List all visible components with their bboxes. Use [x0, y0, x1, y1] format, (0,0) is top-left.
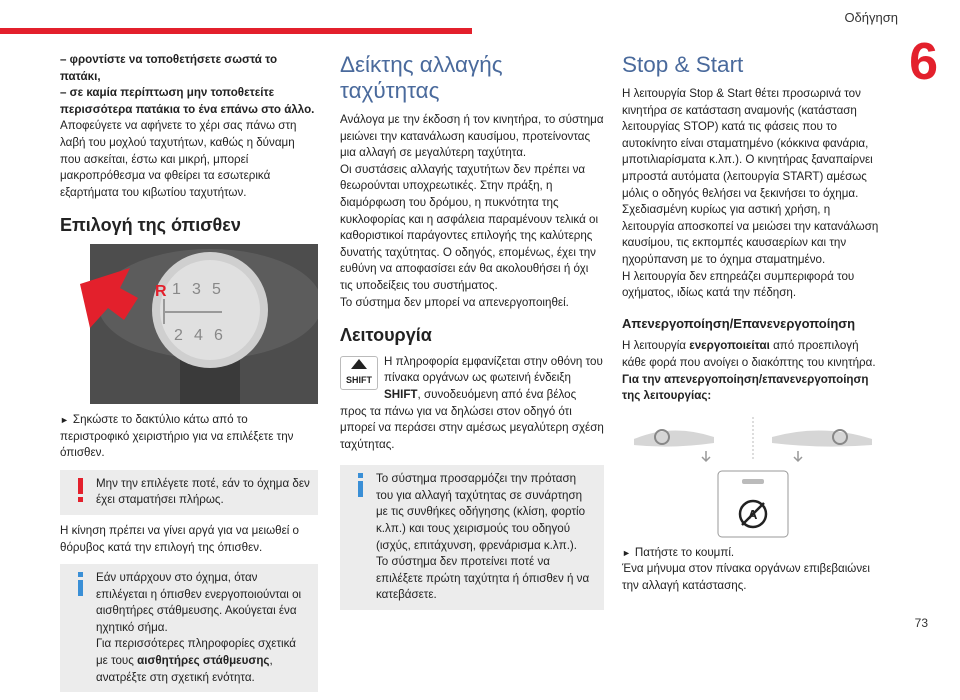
- shift-up-icon: [340, 356, 378, 390]
- gear-mark: 5: [212, 280, 221, 298]
- section-name: Οδήγηση: [844, 10, 898, 25]
- toggle-text: από προεπιλογή κάθε φορά που ανοίγει ο διακόπτης του κινητήρα.: [622, 339, 876, 369]
- gear-mark: 2: [174, 326, 183, 344]
- info-icon: [350, 471, 370, 499]
- control-right: [772, 430, 872, 446]
- instruction-text: Πατήστε το κουμπί.: [634, 545, 735, 559]
- operation-paragraph: [340, 354, 604, 454]
- warning-text: Μην την επιλέγετε ποτέ, εάν το όχημα δεν έχει σταματήσει πλήρως.: [96, 476, 310, 507]
- shift-keyword: SHIFT: [384, 387, 418, 401]
- arrow-right-icon: ►: [60, 414, 69, 425]
- gear-mark: 4: [194, 326, 203, 344]
- arrow-right-icon: ►: [622, 547, 631, 558]
- paragraph: Η κίνηση πρέπει να γίνει αργά για να μειωθεί ο θόρυβος κατά την επιλογή της όπισθεν.: [60, 523, 299, 554]
- info-note: [60, 564, 318, 692]
- header-accent-bar: [0, 28, 472, 34]
- chapter-number: 6: [909, 33, 938, 91]
- gear-mark-r: R: [155, 282, 167, 300]
- instruction: [622, 545, 884, 562]
- gear-mark: 6: [214, 326, 223, 344]
- page-number: 73: [914, 616, 928, 630]
- paragraph: Σχεδιασμένη κυρίως για αστική χρήση, η λειτουργία αποσκοπεί να μειώσει την κατανάλωση καυσίμου, τις εκπομπές καυσαερίων και την ηχορύπανση με το όχημα σταματημένο.: [622, 203, 879, 266]
- instruction-text: Σηκώστε το δακτύλιο κάτω από το περιστροφικό χειριστήριο για να επιλέξετε την όπισθεν.: [60, 412, 294, 460]
- gear-shift-indicator-title: Δείκτης αλλαγής ταχύτητας: [340, 52, 503, 103]
- info-text: [96, 636, 310, 686]
- enabled-keyword: ενεργοποιείται: [689, 339, 770, 353]
- shift-icon-label: SHIFT: [346, 374, 372, 385]
- stop-start-controls-illustration: [622, 409, 884, 539]
- controls-svg: [622, 409, 884, 539]
- paragraph: Το σύστημα δεν μπορεί να απενεργοποιηθεί.: [340, 295, 569, 309]
- paragraph: Ανάλογα με την έκδοση ή τον κινητήρα, το σύστημα μειώνει την κατανάλωση καυσίμου, προτείνοντας μια αλλαγή σε μεγαλύτερη ταχύτητα.: [340, 113, 604, 160]
- column-3: [622, 52, 884, 594]
- gear-lever-illustration: [60, 244, 318, 404]
- info-note: [340, 465, 604, 610]
- paragraph: [622, 338, 884, 371]
- info-text: Το σύστημα προσαρμόζει την πρόταση του για αλλαγή ταχύτητας σε συνάρτηση με τις συνθήκες οδήγησης (κλίση, φορτίο κ.λπ.) και τους χειρισμούς του οδηγού (ισχύς, επιτάχυνση, φρενάρισμα κ.λπ.).: [376, 472, 586, 552]
- parking-sensors-ref: αισθητήρες στάθμευσης: [137, 654, 270, 668]
- info-text-part: Για περισσότερες πληροφορίες σχετικά με τους: [96, 637, 296, 668]
- paragraph: Αποφεύγετε να αφήνετε το χέρι σας πάνω στη λαβή του μοχλού ταχυτήτων, καθώς η δύναμη που ασκείται, έστω και μικρή, μπορεί μακροπρόθεσμα να φθείρει τα εσωτερικά εξαρτήματα του κιβωτίου ταχυτήτων.: [60, 119, 297, 199]
- operation-text: , συνοδευόμενη από ένα βέλος προς τα πάνω για να δηλώσει στον οδηγό ότι μπορεί να περάσει στην αμέσως μεγαλύτερη σχέση ταχύτητας.: [340, 387, 604, 451]
- arrow-up-icon: [341, 357, 377, 371]
- info-text-part: , ανατρέξτε στη σχετική ενότητα.: [96, 654, 273, 684]
- info-text: Εάν υπάρχουν στο όχημα, όταν επιλέγεται η όπισθεν ενεργοποιούνται οι αισθητήρες στάθμευσης. Ακούγεται ένα ηχητικό σήμα.: [96, 571, 302, 634]
- toggle-heading: Απενεργοποίηση/Επανενεργοποίηση: [622, 315, 856, 331]
- exclamation-icon: [70, 476, 90, 504]
- paragraph: Η λειτουργία Stop & Start θέτει προσωρινά τον κινητήρα σε κατάσταση αναμονής (κατάσταση λειτουργίας STOP) κατά τις φάσεις που το αυτοκίνητο είναι σταματημένο (κόκκινα φανάρια, μποτιλιαρίσματα κ.λπ.). Ο κινητήρας ξαναπαίρνει μπροστά αυτόματα (λειτουργία START) αμέσως μόλις ο οδηγός θελήσει να ξεκινήσει το όχημα.: [622, 87, 873, 200]
- column-2: [340, 52, 604, 618]
- stop-start-title: Stop & Start: [622, 52, 744, 77]
- bullet-item: – φροντίστε να τοποθετήσετε σωστά το πατάκι,: [60, 53, 278, 83]
- toggle-howto: Για την απενεργοποίηση/επανενεργοποίηση της λειτουργίας:: [622, 372, 869, 403]
- stop-start-icon-letter: A: [748, 506, 758, 522]
- info-text: Το σύστημα δεν προτείνει ποτέ να επιλέξετε πρώτη ταχύτητα ή όπισθεν ή να κατεβάσετε.: [376, 555, 590, 602]
- control-left: [634, 430, 714, 446]
- paragraph: Η λειτουργία δεν επηρεάζει συμπεριφορά του οχήματος, ιδίως κατά την πέδηση.: [622, 269, 855, 300]
- operation-text: Η πληροφορία εμφανίζεται στην οθόνη του πίνακα οργάνων ως φωτεινή ένδειξη: [384, 354, 603, 385]
- warning-note: [60, 470, 318, 515]
- bullet-item: – σε καμία περίπτωση μην τοποθετείτε περισσότερα πατάκια το ένα επάνω στο άλλο.: [60, 86, 315, 116]
- gear-lever-svg: [60, 244, 318, 404]
- paragraph: Ένα μήνυμα στον πίνακα οργάνων επιβεβαιώνει την αλλαγή κατάστασης.: [622, 562, 870, 592]
- toggle-text: Η λειτουργία: [622, 339, 690, 353]
- operation-heading: Λειτουργία: [340, 325, 432, 346]
- paragraph: Οι συστάσεις αλλαγής ταχυτήτων δεν πρέπει να θεωρούνται υποχρεωτικές. Στην πράξη, η διαμόρφωση του δρόμου, η πυκνότητα της κυκλοφορίας και η ασφάλεια παραμένουν τελικά οι καθοριστικοί παράγοντες επιλογής της καλύτερης δυνατής ταχύτητας. Ο οδηγός, επομένως, έχει την ευθύνη να αποφασίσει εάν θα ακολουθήσει ή όχι τις υποδείξεις του συστήματος.: [340, 162, 599, 292]
- gear-mark: 1: [172, 280, 181, 298]
- reverse-gear-heading: Επιλογή της όπισθεν: [60, 215, 241, 236]
- instruction: [60, 412, 318, 462]
- gear-mark: 3: [192, 280, 201, 298]
- info-icon: [70, 570, 90, 598]
- column-1: [60, 52, 318, 700]
